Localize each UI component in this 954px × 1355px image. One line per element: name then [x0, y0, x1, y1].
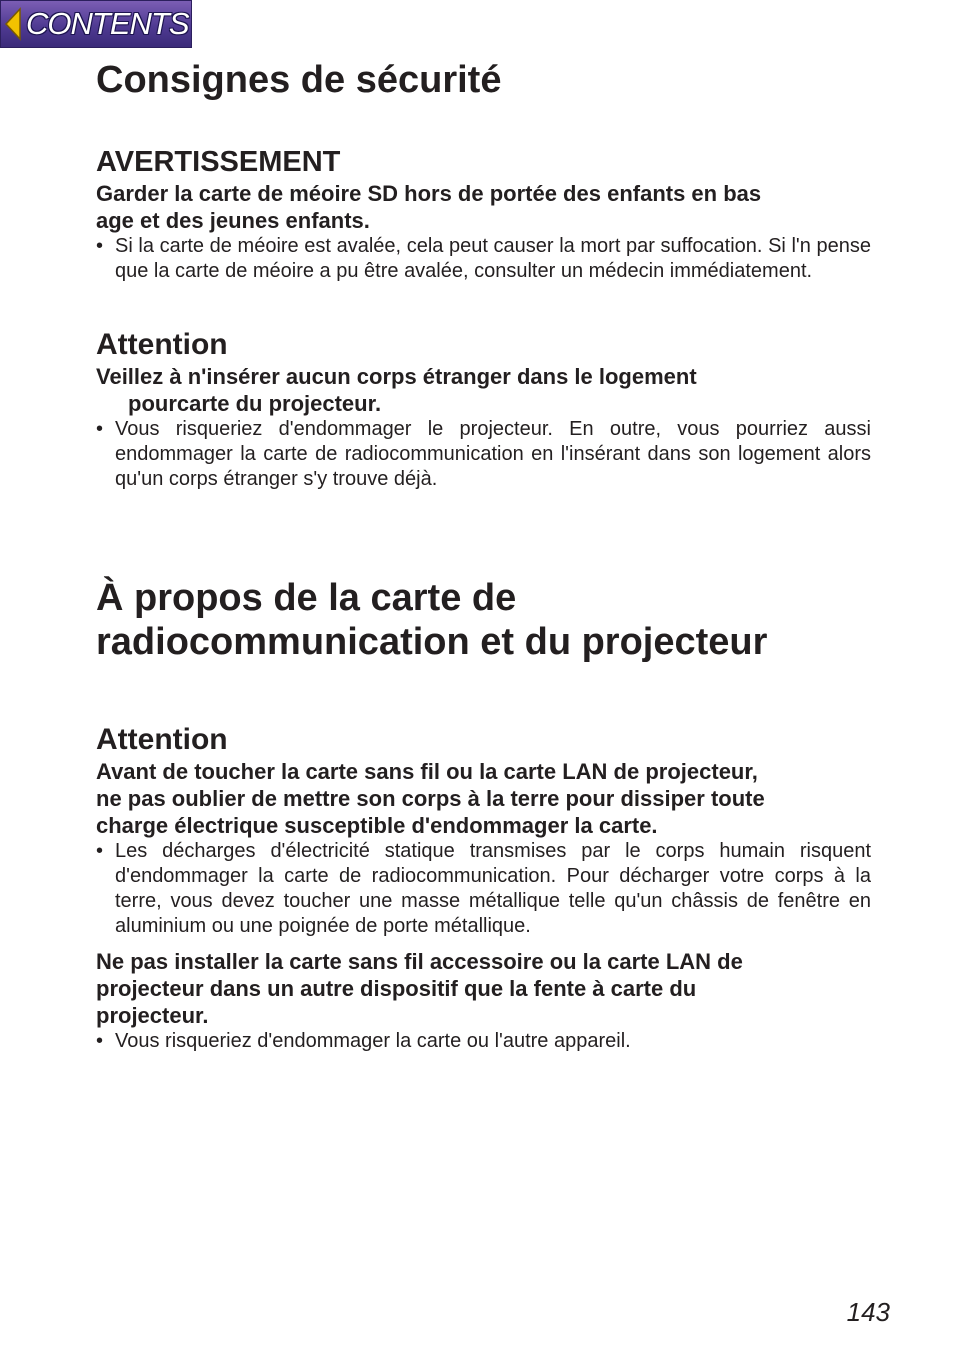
attention-1-lead-line1: Veillez à n'insérer aucun corps étranger dans le logement [96, 364, 697, 389]
attention-2-lead1-line2: ne pas oublier de mettre son corps à la terre pour dissiper toute [96, 786, 765, 811]
attention-2-bullet1: • Les décharges d'électricité statique transmises par le corps humain risquent d'endommager la carte de radiocommunication. Pour décharger votre corps à la terre, vous devez toucher une masse métallique telle qu'un châssis de fenêtre en aluminium ou une poignée de porte métallique. [96, 839, 871, 939]
section-2-title-line2: radiocommunication et du projecteur [96, 621, 768, 663]
section-2-title-line1: À propos de la carte de [96, 577, 517, 619]
attention-2-lead2-line2: projecteur dans un autre dispositif que la fente à carte du [96, 976, 697, 1001]
page-content [96, 58, 871, 1054]
contents-label: CONTENTS [26, 6, 189, 41]
attention-2-lead2-line1: Ne pas installer la carte sans fil accessoire ou la carte LAN de [96, 949, 743, 974]
attention-1-lead-line2: pourcarte du projecteur. [128, 391, 382, 416]
warning-heading: AVERTISSEMENT [96, 146, 341, 178]
attention-2-lead1-line3: charge électrique susceptible d'endommager la carte. [96, 813, 658, 838]
page-title: Consignes de sécurité [96, 59, 502, 101]
back-arrow-icon [0, 0, 26, 48]
attention-2-bullet2: • Vous risqueriez d'endommager la carte ou l'autre appareil. [96, 1029, 871, 1054]
attention-1-bullet: • Vous risqueriez d'endommager le projecteur. En outre, vous pourriez aussi endommager la carte de radiocommunication en l'insérant dans son logement alors qu'un corps étranger s'y trouve déjà. [96, 417, 871, 492]
warning-lead-line2: age et des jeunes enfants. [96, 208, 370, 233]
contents-button[interactable] [0, 0, 192, 48]
attention-heading-1: Attention [96, 328, 228, 361]
attention-heading-2: Attention [96, 723, 228, 756]
attention-2-lead2-line3: projecteur. [96, 1003, 209, 1028]
attention-2-lead1-line1: Avant de toucher la carte sans fil ou la carte LAN de projecteur, [96, 759, 758, 784]
warning-lead-line1: Garder la carte de méoire SD hors de portée des enfants en bas [96, 181, 762, 206]
page-number: 143 [846, 1297, 890, 1327]
warning-bullet: • Si la carte de méoire est avalée, cela peut causer la mort par suffocation. Si l'n pense que la carte de méoire a pu être avalée, consulter un médecin immédiatement. [96, 234, 871, 284]
